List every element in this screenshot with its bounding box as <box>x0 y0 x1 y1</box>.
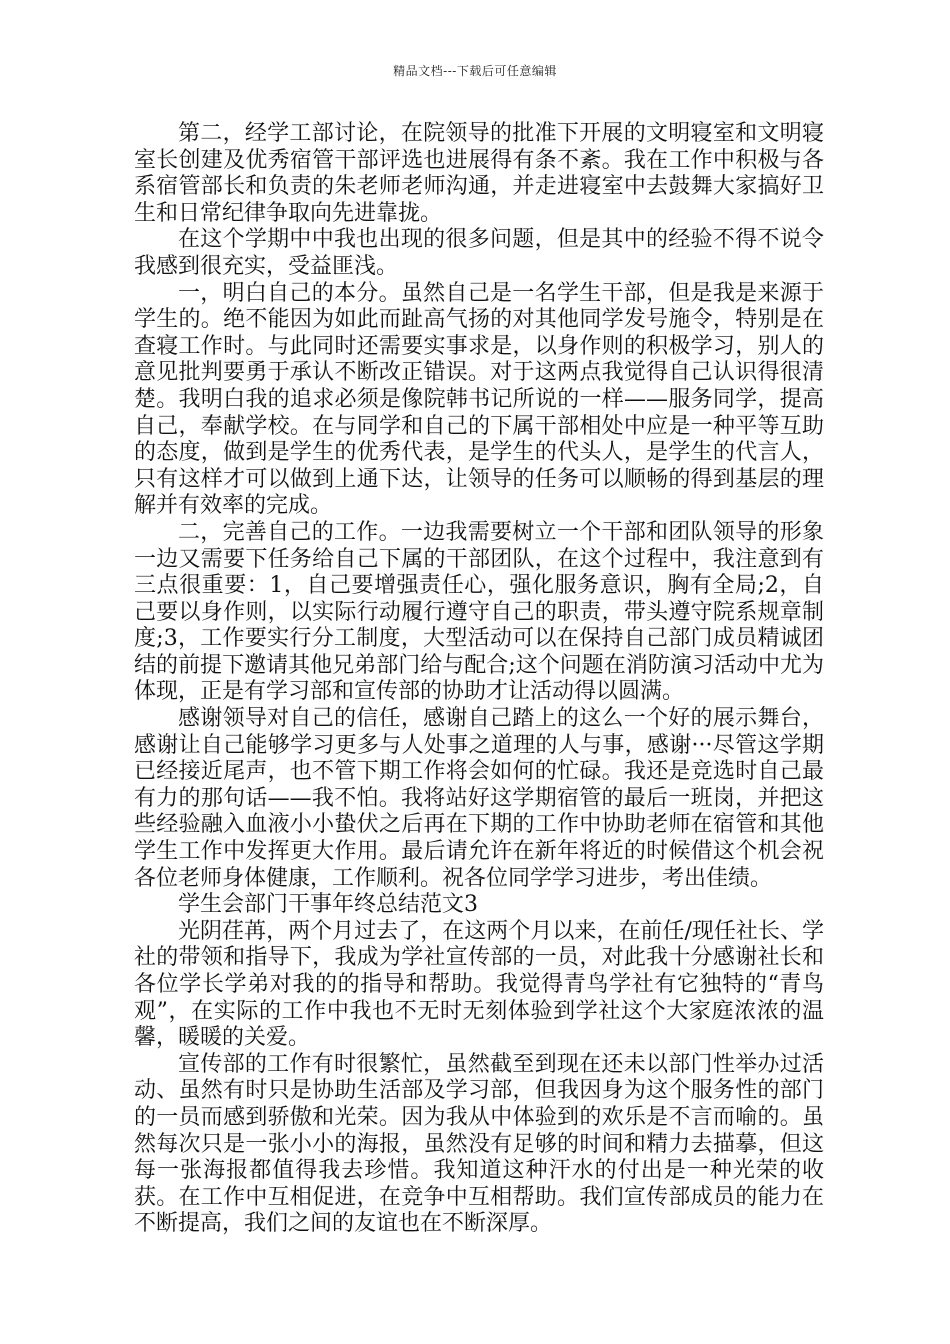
page-header: 精品文档---下载后可任意编辑 <box>393 64 557 78</box>
paragraph-publicity-work: 宣传部的工作有时很繁忙，虽然截至到现在还未以部门性举办过活动、虽然有时只是协助生活部及学习部，但我因身为这个服务性的部门的一员而感到骄傲和光荣。因为我从中体验到的欢乐是不言而喻的。虽然每次只是一张小小的海报，虽然没有足够的时间和精力去描摹，但这每一张海报都值得我去珍惜。我知道这种汗水的付出是一种光荣的收获。在工作中互相促进，在竞争中互相帮助。我们宣传部成员的能力在不断提高，我们之间的友谊也在不断深厚。 <box>134 1051 824 1237</box>
paragraph-time-passed: 光阴荏苒，两个月过去了，在这两个月以来，在前任/现任社长、学社的带领和指导下，我成为学社宣传部的一员，对此我十分感谢社长和各位学长学弟对我的的指导和帮助。我觉得青鸟学社有它独特的“青鸟观”，在实际的工作中我也不无时无刻体验到学社这个大家庭浓浓的温馨，暖暖的关爱。 <box>134 918 824 1051</box>
paragraph-second-point: 第二，经学工部讨论，在院领导的批准下开展的文明寝室和文明寝室长创建及优秀宿管干部评选也进展得有条不紊。我在工作中积极与各系宿管部长和负责的朱老师老师沟通，并走进寝室中去鼓舞大家搞好卫生和日常纪律争取向先进靠拢。 <box>134 121 824 226</box>
paragraph-thanks: 感谢领导对自己的信任，感谢自己踏上的这么一个好的展示舞台，感谢让自己能够学习更多与人处事之道理的人与事，感谢···尽管这学期已经接近尾声，也不管下期工作将会如何的忙碌。我还是竞选时自己最有力的那句话——我不怕。我将站好这学期宿管的最后一班岗，并把这些经验融入血液小小蛰伏之后再在下期的工作中协助老师在宿管和其他学生工作中发挥更大作用。最后请允许在新年将近的时候借这个机会祝各位老师身体健康，工作顺利。祝各位同学学习进步，考出佳绩。 <box>134 706 824 891</box>
paragraph-point-one: 一，明白自己的本分。虽然自己是一名学生干部，但是我是来源于学生的。绝不能因为如此而趾高气扬的对其他同学发号施令，特别是在查寝工作时。与此同时还需要实事求是，以身作则的积极学习，别人的意见批判要勇于承认不断改正错误。对于这两点我觉得自己认识得很清楚。我明白我的追求必须是像院韩书记所说的一样——服务同学，提高自己，奉献学校。在与同学和自己的下属干部相处中应是一种平等互助的态度，做到是学生的优秀代表，是学生的代头人，是学生的代言人，只有这样才可以做到上通下达，让领导的任务可以顺畅的得到基层的理解并有效率的完成。 <box>134 280 824 519</box>
document-body <box>134 121 824 1238</box>
paragraph-problems: 在这个学期中中我也出现的很多问题，但是其中的经验不得不说令我感到很充实，受益匪浅。 <box>134 227 824 279</box>
paragraph-point-two: 二，完善自己的工作。一边我需要树立一个干部和团队领导的形象一边又需要下任务给自己下属的干部团队，在这个过程中，我注意到有三点很重要：1，自己要增强责任心，强化服务意识，胸有全局;2，自己要以身作则，以实际行动履行遵守自己的职责，带头遵守院系规章制度;3，工作要实行分工制度，大型活动可以在保持自己部门成员精诚团结的前提下邀请其他兄弟部门给与配合;这个问题在消防演习活动中尤为体现，正是有学习部和宣传部的协助才让活动得以圆满。 <box>134 519 824 705</box>
section-title: 学生会部门干事年终总结范文3 <box>178 892 478 918</box>
